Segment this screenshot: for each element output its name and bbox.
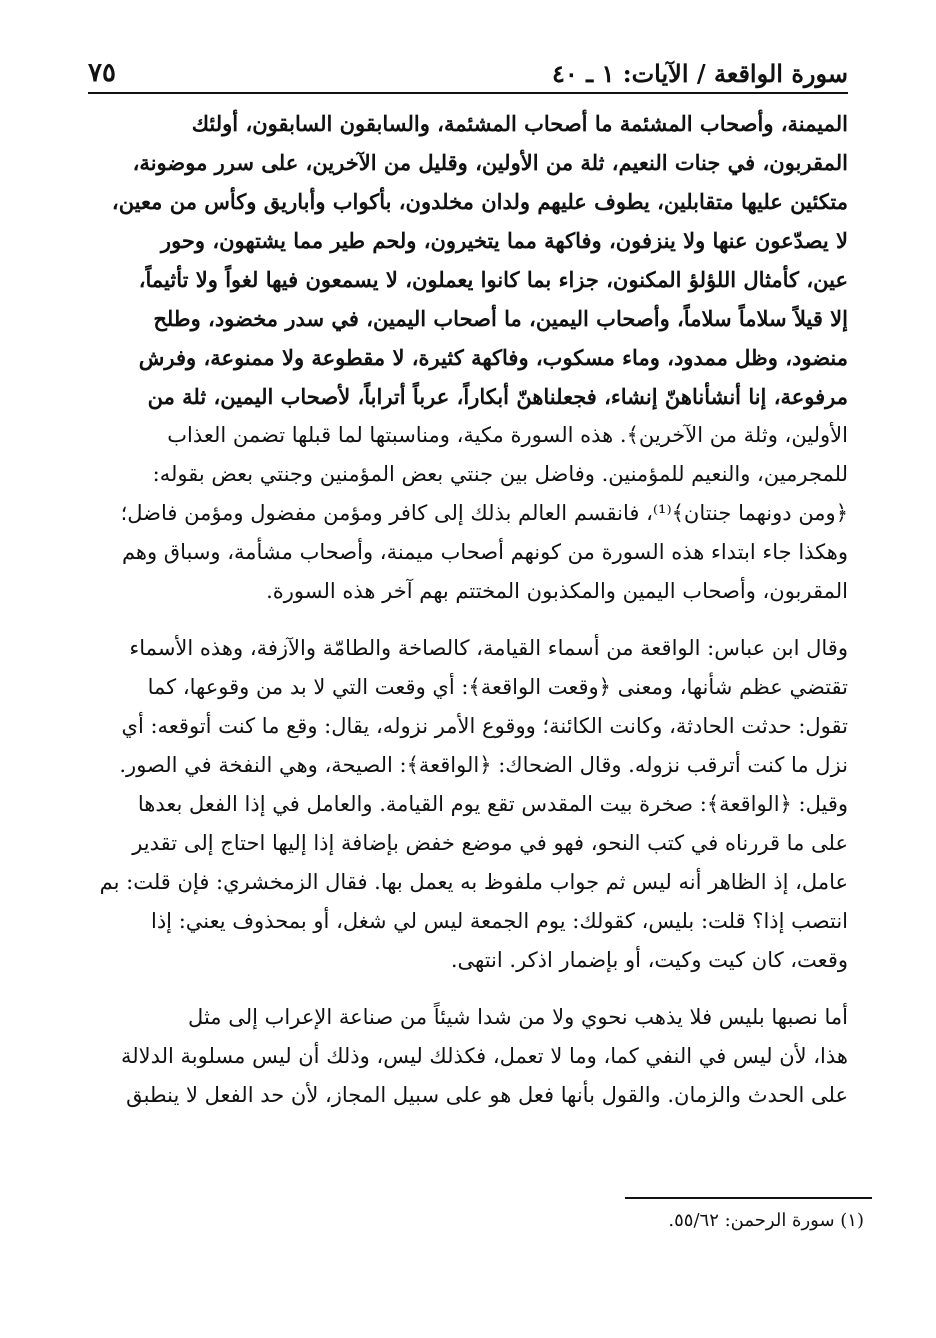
text-line: وقعت، كان كيت وكيت، أو بإضمار اذكر. انتهى. [450,948,848,972]
text-line: ﴿ومن دونهما جنتان﴾⁽¹⁾، فانقسم العالم بذلك إلى كافر ومؤمن مفضول ومؤمن فاضل؛ [120,501,848,525]
text-line: هذا، لأن ليس في النفي كما، وما لا تعمل، فكذلك ليس، وذلك أن ليس مسلوبة الدلالة [120,1044,848,1068]
text-line: المقربون، وأصحاب اليمين والمكذبون المختتم بهم آخر هذه السورة. [266,579,848,603]
text-line: عين، كأمثال اللؤلؤ المكنون، جزاء بما كانوا يعملون، لا يسمعون فيها لغواً ولا تأثيماً، [138,267,848,292]
text-line: تقتضي عظم شأنها، ومعنى ﴿وقعت الواقعة﴾: أي وقعت التي لا بد من وقوعها، كما [147,675,848,699]
text-line: منضود، وظل ممدود، وماء مسكوب، وفاكهة كثيرة، لا مقطوعة ولا ممنوعة، وفرش [138,345,848,370]
text-line: أما نصبها بليس فلا يذهب نحوي ولا من شدا شيئاً من صناعة الإعراب إلى مثل [188,1005,848,1029]
text-line: انتصب إذا؟ قلت: بليس، كقولك: يوم الجمعة ليس لي شغل، أو بمحذوف يعني: إذا [151,909,848,933]
text-line: تقول: حدثت الحادثة، وكانت الكائنة؛ ووقوع الأمر نزوله، يقال: وقع ما كنت أتوقعه: أي [121,714,848,738]
text-line: مرفوعة، إنا أنشأناهنّ إنشاء، فجعلناهنّ أبكاراً، عرباً أتراباً، لأصحاب اليمين، ثلة من [147,384,848,409]
text-line: عامل، إذ الظاهر أنه ليس ثم جواب ملفوظ به يعمل بها. فقال الزمخشري: فإن قلت: بم [99,870,848,894]
text-line: متكئين عليها متقابلين، يطوف عليهم ولدان مخلدون، بأكواب وأباريق وكأس من معين، [111,189,848,214]
text-line: وقال ابن عباس: الواقعة من أسماء القيامة، كالصاخة والطامّة والآزفة، وهذه الأسماء [129,636,848,660]
text-line: نزل ما كنت أترقب نزوله. وقال الضحاك: ﴿الواقعة﴾: الصيحة، وهي النفخة في الصور. [119,753,848,777]
running-header [88,56,848,94]
text-line: لا يصدّعون عنها ولا ينزفون، وفاكهة مما يتخيرون، ولحم طير مما يشتهون، وحور [160,228,848,253]
text-line: الميمنة، وأصحاب المشئمة ما أصحاب المشئمة، والسابقون السابقون، أولئك [191,111,848,136]
text-line: على ما قررناه في كتب النحو، فهو في موضع خفض بإضافة إذا إليها احتاج إلى تقدير [132,831,848,855]
footnote-divider [625,1197,872,1199]
running-title: سورة الواقعة / الآيات: ١ ـ ٤٠ [551,59,848,88]
text-line: الأولين، وثلة من الآخرين﴾. هذه السورة مكية، ومناسبتها لما قبلها تضمن العذاب [167,423,848,447]
text-line: للمجرمين، والنعيم للمؤمنين. وفاضل بين جنتي بعض المؤمنين وجنتي بعض بقوله: [152,462,848,486]
text-line: على الحدث والزمان. والقول بأنها فعل هو على سبيل المجاز، لأن حد الفعل لا ينطبق [126,1083,848,1107]
body-text [86,104,848,1115]
text-line: وهكذا جاء ابتداء هذه السورة من كونهم أصحاب ميمنة، وأصحاب مشأمة، وسباق وهم [121,540,848,564]
footnote: (١) سورة الرحمن: ٥٥/٦٢. [668,1210,864,1231]
text-line: المقربون، في جنات النعيم، ثلة من الأولين، وقليل من الآخرين، على سرر موضونة، [132,150,848,175]
page-number: ٧٥ [88,58,116,88]
text-line: وقيل: ﴿الواقعة﴾: صخرة بيت المقدس تقع يوم القيامة. والعامل في إذا الفعل بعدها [137,792,848,816]
text-line: إلا قيلاً سلاماً سلاماً، وأصحاب اليمين، ما أصحاب اليمين، في سدر مخضود، وطلح [153,306,848,331]
